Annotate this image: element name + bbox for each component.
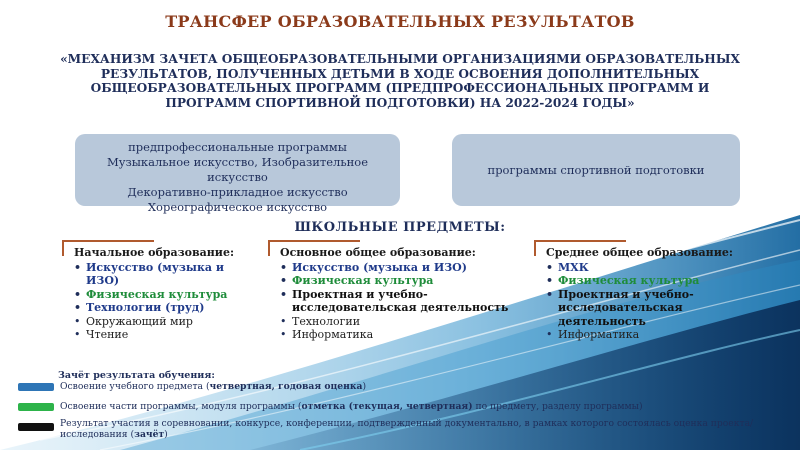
subject-item: • Искусство (музыка и ИЗО) (86, 261, 246, 288)
corner-decoration (62, 240, 154, 256)
legend-swatch (18, 403, 54, 411)
column-basic-general (272, 240, 522, 342)
column-primary (66, 240, 246, 342)
corner-decoration (268, 240, 360, 256)
legend-text: Освоение учебного предмета (четвертная, годовая оценка) (60, 381, 367, 392)
legend-swatch (18, 383, 54, 391)
column-heading: Среднее общее образование: (546, 246, 733, 259)
subject-item: • Информатика (292, 328, 522, 342)
subject-item: • Проектная и учебно-исследовательская деятельность (558, 288, 738, 329)
subject-item: • Физическая культура (558, 274, 738, 288)
school-subjects-heading: ШКОЛЬНЫЕ ПРЕДМЕТЫ: (294, 220, 506, 235)
subject-list (66, 261, 246, 342)
subject-item: • Технологии (292, 315, 522, 329)
subject-list (272, 261, 522, 342)
column-heading: Начальное образование: (74, 246, 235, 259)
preprofessional-programs-box (75, 134, 400, 214)
box-label: программы спортивной подготовки (487, 162, 705, 177)
subject-item: • Технологии (труд) (86, 301, 246, 315)
box-line: предпрофессиональные программы (128, 140, 347, 154)
subject-item: • Чтение (86, 328, 246, 342)
page-subtitle: «МЕХАНИЗМ ЗАЧЕТА ОБЩЕОБРАЗОВАТЕЛЬНЫМИ ОРГАНИЗАЦИЯМИ ОБРАЗОВАТЕЛЬНЫХ РЕЗУЛЬТАТОВ, ПОЛУЧЕННЫХ ДЕТЬМИ В ХОДЕ ОСВОЕНИЯ ДОПОЛНИТЕЛЬНЫХ ОБЩЕОБРАЗОВАТЕЛЬНЫХ ПРОГРАММ (ПРЕДПРОФЕССИОНАЛЬНЫХ ПРОГРАММ И ПРОГРАММ СПОРТИВНОЙ ПОДГОТОВКИ) НА 2022-2024 ГОДЫ» (60, 52, 740, 110)
subject-item: • Физическая культура (292, 274, 522, 288)
subject-item: • Информатика (558, 328, 738, 342)
box-line: Музыкальное искусство, Изобразительное искусство (106, 155, 369, 184)
subject-item: • Проектная и учебно-исследовательская деятельность (292, 288, 522, 315)
legend-item (18, 401, 758, 412)
subject-list (538, 261, 738, 342)
column-heading: Основное общее образование: (280, 246, 476, 259)
corner-decoration (534, 240, 626, 256)
subject-item: • Окружающий мир (86, 315, 246, 329)
box-line: Хореографическое искусство (147, 200, 328, 214)
legend-item (18, 381, 758, 392)
box-line: Декоративно-прикладное искусство (127, 185, 348, 199)
sports-programs-box (452, 134, 740, 206)
legend-item (18, 418, 758, 440)
page-title: ТРАНСФЕР ОБРАЗОВАТЕЛЬНЫХ РЕЗУЛЬТАТОВ (165, 12, 635, 31)
legend-swatch (18, 423, 54, 431)
subject-item: • МХК (558, 261, 738, 275)
subject-item: • Искусство (музыка и ИЗО) (292, 261, 522, 275)
column-secondary-general (538, 240, 738, 342)
legend-title: Зачёт результата обучения: (58, 370, 215, 381)
legend-text: Освоение части программы, модуля программы (отметка (текущая, четвертная) по предмету, разделу программы) (60, 401, 643, 412)
subject-item: • Физическая культура (86, 288, 246, 302)
legend-text: Результат участия в соревновании, конкурсе, конференции, подтвержденный документально, в рамках которого состоялась оценка проекта/исследования (зачёт) (60, 418, 754, 440)
